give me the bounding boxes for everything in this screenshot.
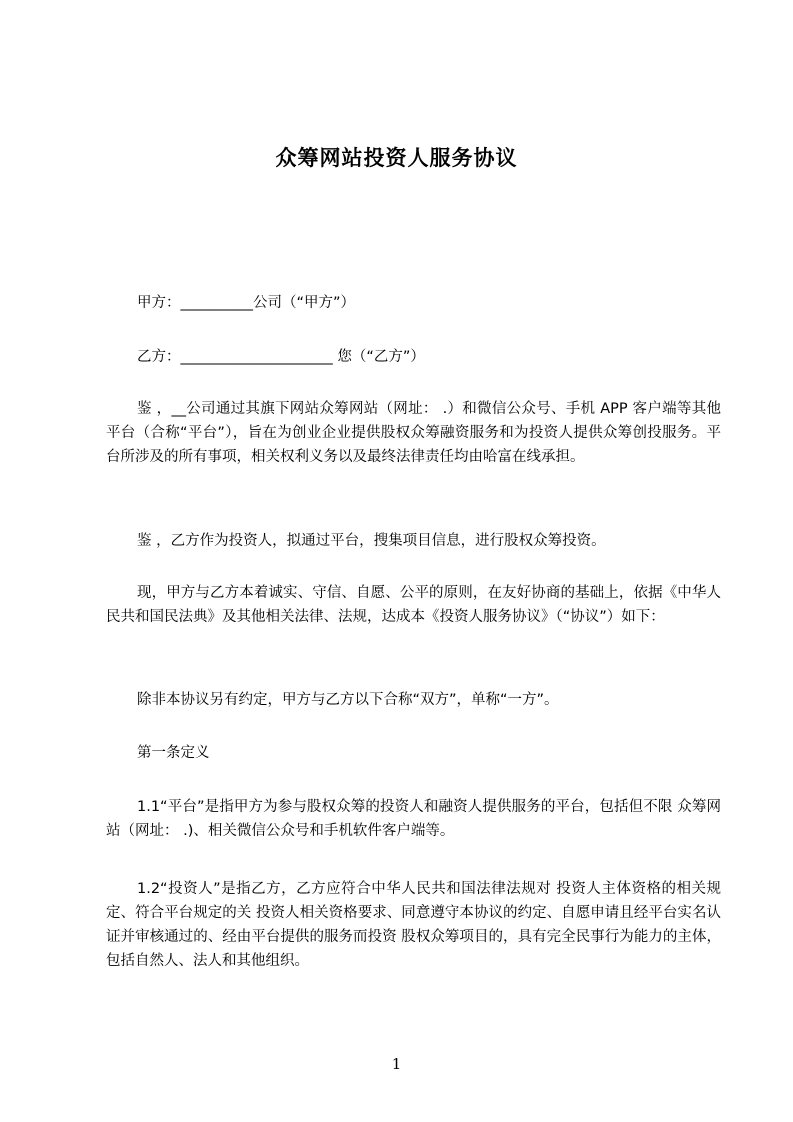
party-a-line: 甲方：__________公司（“甲方”） xyxy=(137,295,356,311)
paragraph-now-therefore: 现，甲方与乙方本着诚实、守信、自愿、公平的原则，在友好协商的基础上，依据《中华人民共和国民法典》及其他相关法律、法规，达成本《投资人服务协议》（“协议”）如下： xyxy=(106,585,721,625)
page-number: 1 xyxy=(391,1055,402,1073)
paragraph-whereas-2: 鉴 ，乙方作为投资人，拟通过平台，搜集项目信息，进行股权众筹投资。 xyxy=(137,533,606,549)
clause-1-2: 1.2“投资人”是指乙方，乙方应符合中华人民共和国法律法规对 投资人主体资格的相关规定、符合平台规定的关 投资人相关资格要求、同意遵守本协议的约定、自愿申请且经平台实名认证并审核通过的、经由平台提供的服务而投资 股权众筹项目的，具有完全民事行为能力的主体，包括自然人、法人和其他组织。 xyxy=(106,881,721,969)
paragraph-whereas-1: 鉴 ，__公司通过其旗下网站众筹网站（网址： .）和微信公众号、手机 APP 客户端等其他平台（合称“平台”），旨在为创业企业提供股权众筹融资服务和为投资人提供众筹创投服务。平台所涉及的所有事项，相关权利义务以及最终法律责任均由哈富在线承担。 xyxy=(106,401,721,465)
clause-1-1: 1.1“平台”是指甲方为参与股权众筹的投资人和融资人提供服务的平台，包括但不限 众筹网站（网址： .)、相关微信公众号和手机软件客户端等。 xyxy=(106,799,721,839)
paragraph-parties-definition: 除非本协议另有约定，甲方与乙方以下合称“双方”，单称“一方”。 xyxy=(137,692,559,708)
document-title: 众筹网站投资人服务协议 xyxy=(275,146,518,170)
section-1-heading: 第一条定义 xyxy=(137,745,210,761)
party-b-line: 乙方：_____________________ 您（“乙方”） xyxy=(137,349,425,365)
